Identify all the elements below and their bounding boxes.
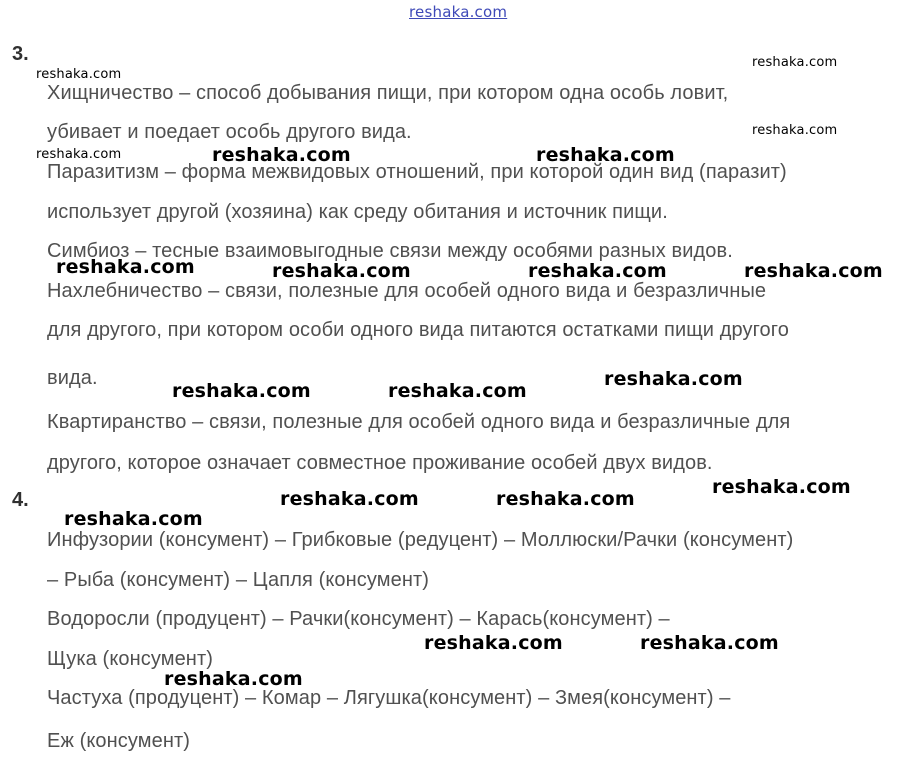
watermark: reshaka.com: [744, 260, 883, 282]
task-3-line: использует другой (хозяина) как среду обитания и источник пищи.: [47, 201, 668, 223]
task-3-line: вида.: [47, 367, 98, 389]
watermark: reshaka.com: [752, 55, 838, 70]
task-3-line: Паразитизм – форма межвидовых отношений, при которой один вид (паразит): [47, 161, 787, 183]
watermark: reshaka.com: [712, 476, 851, 498]
watermark: reshaka.com: [388, 380, 527, 402]
header-watermark-link[interactable]: reshaka.com: [409, 3, 508, 21]
watermark: reshaka.com: [752, 123, 838, 138]
task-3-line: Нахлебничество – связи, полезные для особей одного вида и безразличные: [47, 280, 767, 302]
watermark: reshaka.com: [280, 488, 419, 510]
task-3-number: 3.: [12, 43, 29, 65]
task-4-number: 4.: [12, 489, 29, 511]
task-3-line: убивает и поедает особь другого вида.: [47, 121, 412, 143]
task-4-line: – Рыба (консумент) – Цапля (консумент): [47, 569, 429, 591]
watermark: reshaka.com: [56, 256, 195, 278]
task-3-line: Хищничество – способ добывания пищи, при котором одна особь ловит,: [47, 82, 729, 104]
task-4-line: Еж (консумент): [47, 730, 190, 752]
watermark: reshaka.com: [536, 144, 675, 166]
task-4-line: Щука (консумент): [47, 648, 213, 670]
watermark: reshaka.com: [172, 380, 311, 402]
watermark: reshaka.com: [212, 144, 351, 166]
watermark: reshaka.com: [496, 488, 635, 510]
watermark: reshaka.com: [36, 67, 122, 82]
task-4-line: Водоросли (продуцент) – Рачки(консумент) – Карась(консумент) –: [47, 608, 670, 630]
task-3-line: Квартиранство – связи, полезные для особей одного вида и безразличные для: [47, 411, 791, 433]
watermark: reshaka.com: [36, 147, 122, 162]
task-4-line: Частуха (продуцент) – Комар – Лягушка(консумент) – Змея(консумент) –: [47, 687, 731, 709]
watermark: reshaka.com: [528, 260, 667, 282]
task-3-line: другого, которое означает совместное проживание особей двух видов.: [47, 452, 713, 474]
task-3-line: Симбиоз – тесные взаимовыгодные связи между особями разных видов.: [47, 240, 733, 262]
task-4-line: Инфузории (консумент) – Грибковые (редуцент) – Моллюски/Рачки (консумент): [47, 529, 794, 551]
watermark: reshaka.com: [604, 368, 743, 390]
task-3-line: для другого, при котором особи одного вида питаются остатками пищи другого: [47, 319, 789, 341]
watermark: reshaka.com: [64, 508, 203, 530]
watermark: reshaka.com: [424, 632, 563, 654]
watermark: reshaka.com: [164, 668, 303, 690]
watermark: reshaka.com: [272, 260, 411, 282]
watermark: reshaka.com: [640, 632, 779, 654]
